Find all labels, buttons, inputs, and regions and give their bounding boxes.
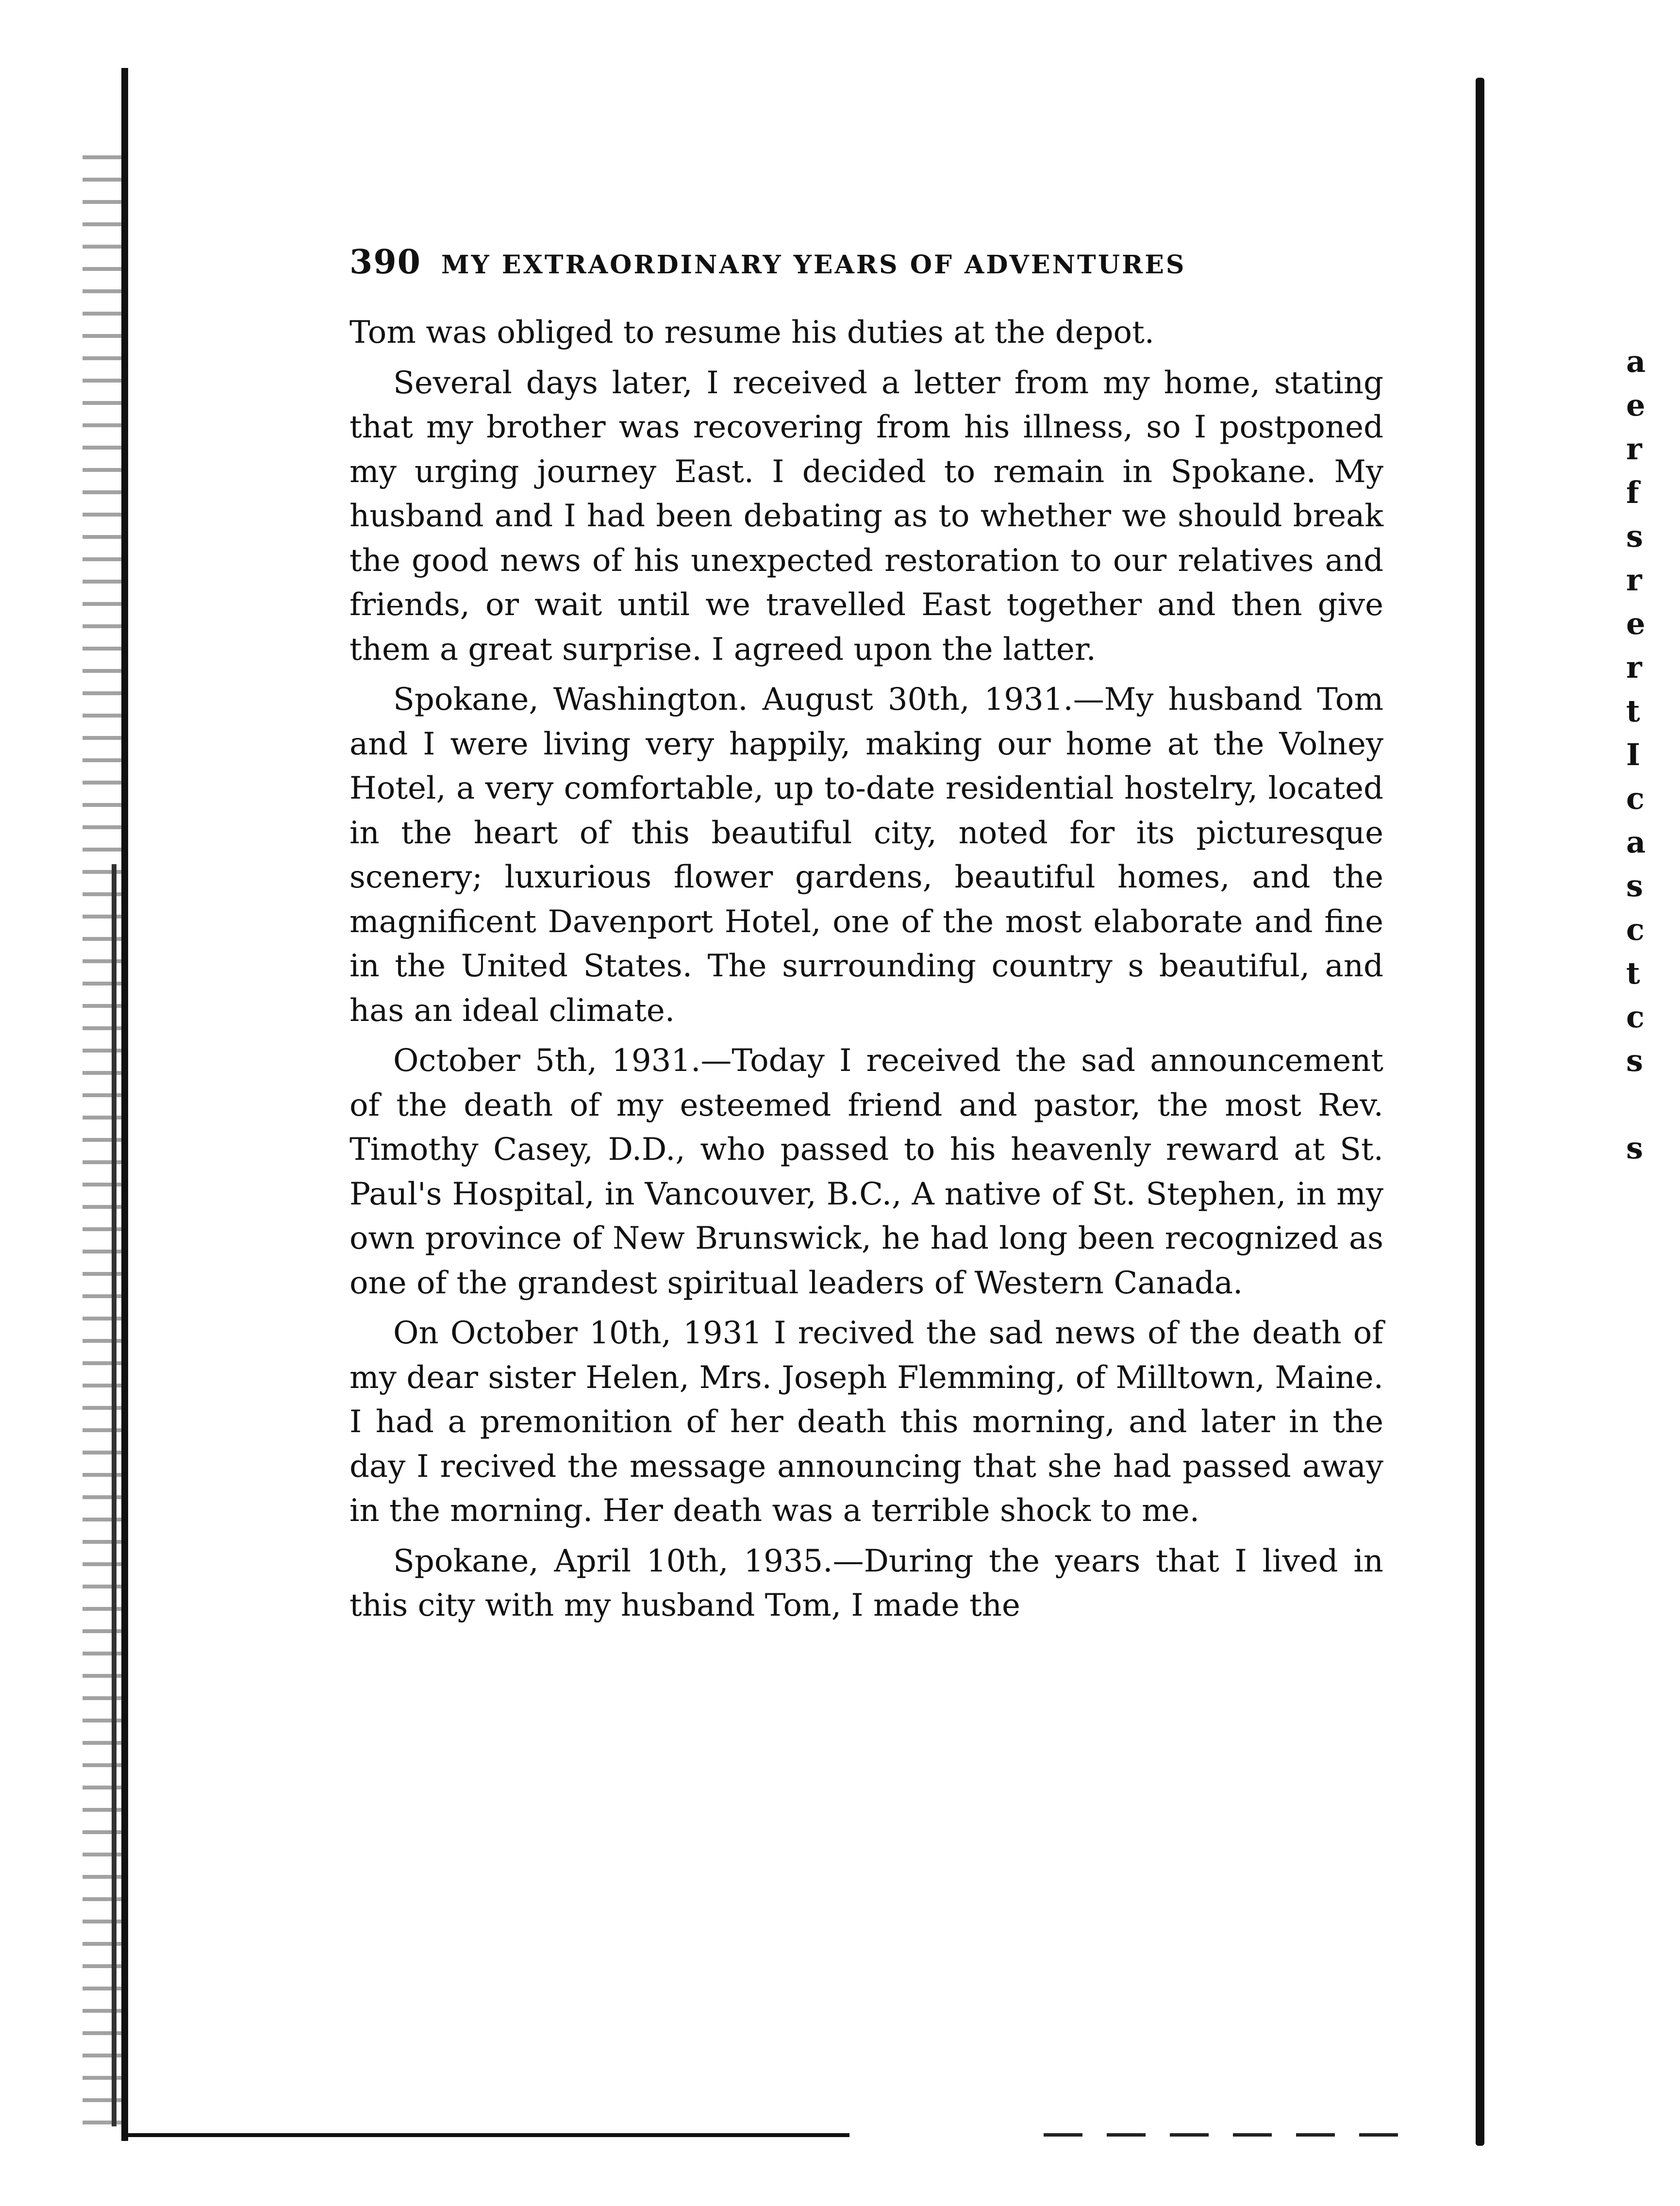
paragraph: Tom was obliged to resume his duties at the depot. (349, 315, 1155, 351)
facing-page-letter: c (1626, 912, 1645, 947)
facing-page-letter: r (1626, 562, 1642, 598)
facing-page-letter: r (1626, 650, 1642, 685)
right-gutter-rule (1476, 78, 1484, 2146)
facing-page-letter: s (1626, 1130, 1643, 1166)
facing-page-letter: r (1626, 431, 1642, 467)
facing-page-letter: a (1626, 344, 1646, 379)
facing-page-letter: e (1626, 606, 1646, 641)
facing-page-letter: t (1626, 693, 1640, 729)
facing-page-letter: c (1626, 999, 1645, 1035)
paragraph: On October 10th, 1931 I recived the sad news of the death of my dear sister Helen, Mrs. Joseph Flemming, of Milltown, Maine. I had a premonition of her death this morning, and later in the day I recived the message announcing that she had passed away in the morning. Her death was a terrible shock to me. (349, 1315, 1383, 1529)
paragraph: Several days later, I received a letter from my home, stating that my brother was recovering from his illness, so I postponed my urging journey East. I decided to remain in Spokane. My husband and I had been debating as to whether we should break the good news of his unexpected restoration to our relatives and friends, or wait until we travelled East together and then give them a great surprise. I agreed upon the latter. (349, 365, 1383, 668)
running-title: MY EXTRAORDINARY YEARS OF ADVENTURES (441, 250, 1186, 280)
page-number: 390 (349, 243, 421, 282)
facing-page-letter: f (1626, 475, 1639, 510)
page-header (349, 243, 1383, 286)
facing-page-letter: I (1626, 737, 1641, 772)
left-binding-rule-inner (112, 864, 116, 2126)
facing-page-fragments (1626, 340, 1665, 1170)
facing-page-letter (1626, 1083, 1665, 1126)
left-binding-rule (121, 68, 128, 2141)
bottom-edge-rule (121, 2133, 849, 2137)
facing-page-letter: s (1626, 1043, 1643, 1078)
facing-page-letter: t (1626, 955, 1640, 991)
paragraph: Spokane, April 10th, 1935.—During the years that I lived in this city with my husband Tom, I made the (349, 1543, 1383, 1623)
body-text (349, 311, 1383, 1634)
bottom-edge-dashes (1044, 2133, 1422, 2137)
facing-page-letter: a (1626, 824, 1646, 860)
facing-page-letter: c (1626, 781, 1645, 816)
facing-page-letter: s (1626, 518, 1643, 554)
facing-page-letter: s (1626, 868, 1643, 903)
paragraph: October 5th, 1931.—Today I received the sad announcement of the death of my esteemed friend and pastor, the most Rev. Timothy Casey, D.D., who passed to his heavenly reward at St. Paul's Hospital, in Vancouver, B.C., A native of St. Stephen, in my own province of New Brunswick, he had long been recognized as one of the grandest spiritual leaders of Western Canada. (349, 1043, 1383, 1301)
paragraph: Spokane, Washington. August 30th, 1931.—My husband Tom and I were living very happily, making our home at the Volney Hotel, a very comfortable, up to-date residential hostelry, located in the heart of this beautiful city, noted for its picturesque scenery; luxurious flower gardens, beautiful homes, and the magnificent Davenport Hotel, one of the most elaborate and fine in the United States. The surrounding country s beautiful, and has an ideal climate. (349, 682, 1383, 1029)
facing-page-letter: e (1626, 387, 1646, 423)
